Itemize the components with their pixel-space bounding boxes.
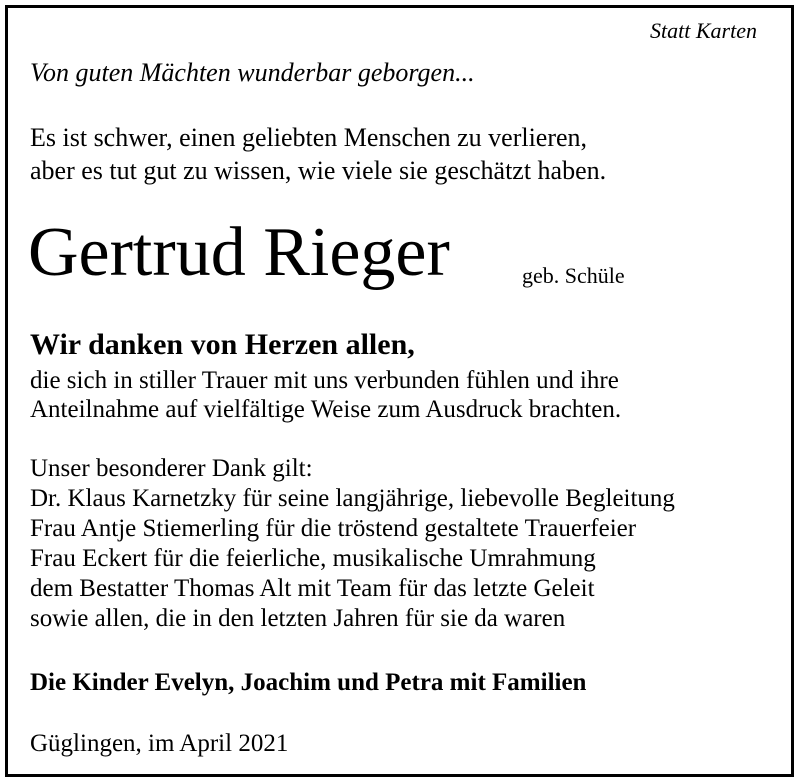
- family-signature: Die Kinder Evelyn, Joachim und Petra mit Familien: [30, 669, 587, 696]
- special-thanks-line: Dr. Klaus Karnetzky für seine langjährige, liebevolle Begleitung: [30, 485, 675, 512]
- motto-line: Von guten Mächten wunderbar geborgen...: [30, 58, 475, 87]
- thanks-line: Anteilnahme auf vielfältige Weise zum Ausdruck brachten.: [30, 396, 622, 423]
- special-thanks-line: dem Bestatter Thomas Alt mit Team für das letzte Geleit: [30, 575, 595, 602]
- deceased-name: Gertrud Rieger: [28, 214, 450, 291]
- special-thanks-list: [30, 454, 675, 634]
- intro-line: Es ist schwer, einen geliebten Menschen zu verlieren,: [30, 123, 588, 152]
- special-thanks-line: Unser besonderer Dank gilt:: [30, 455, 313, 482]
- thanks-line: die sich in stiller Trauer mit uns verbunden fühlen und ihre: [30, 367, 619, 394]
- thanks-text: [30, 366, 621, 424]
- special-thanks-line: Frau Antje Stiemerling für die tröstend gestaltete Trauerfeier: [30, 515, 637, 542]
- intro-line: aber es tut gut zu wissen, wie viele sie geschätzt haben.: [30, 156, 607, 185]
- birth-name: geb. Schüle: [522, 263, 625, 288]
- special-thanks-line: Frau Eckert für die feierliche, musikalische Umrahmung: [30, 545, 596, 572]
- thanks-heading: Wir danken von Herzen allen,: [30, 328, 415, 361]
- place-date: Güglingen, im April 2021: [30, 730, 289, 757]
- statt-karten-label: Statt Karten: [650, 18, 757, 43]
- intro-text: [30, 121, 606, 187]
- special-thanks-line: sowie allen, die in den letzten Jahren für sie da waren: [30, 605, 566, 632]
